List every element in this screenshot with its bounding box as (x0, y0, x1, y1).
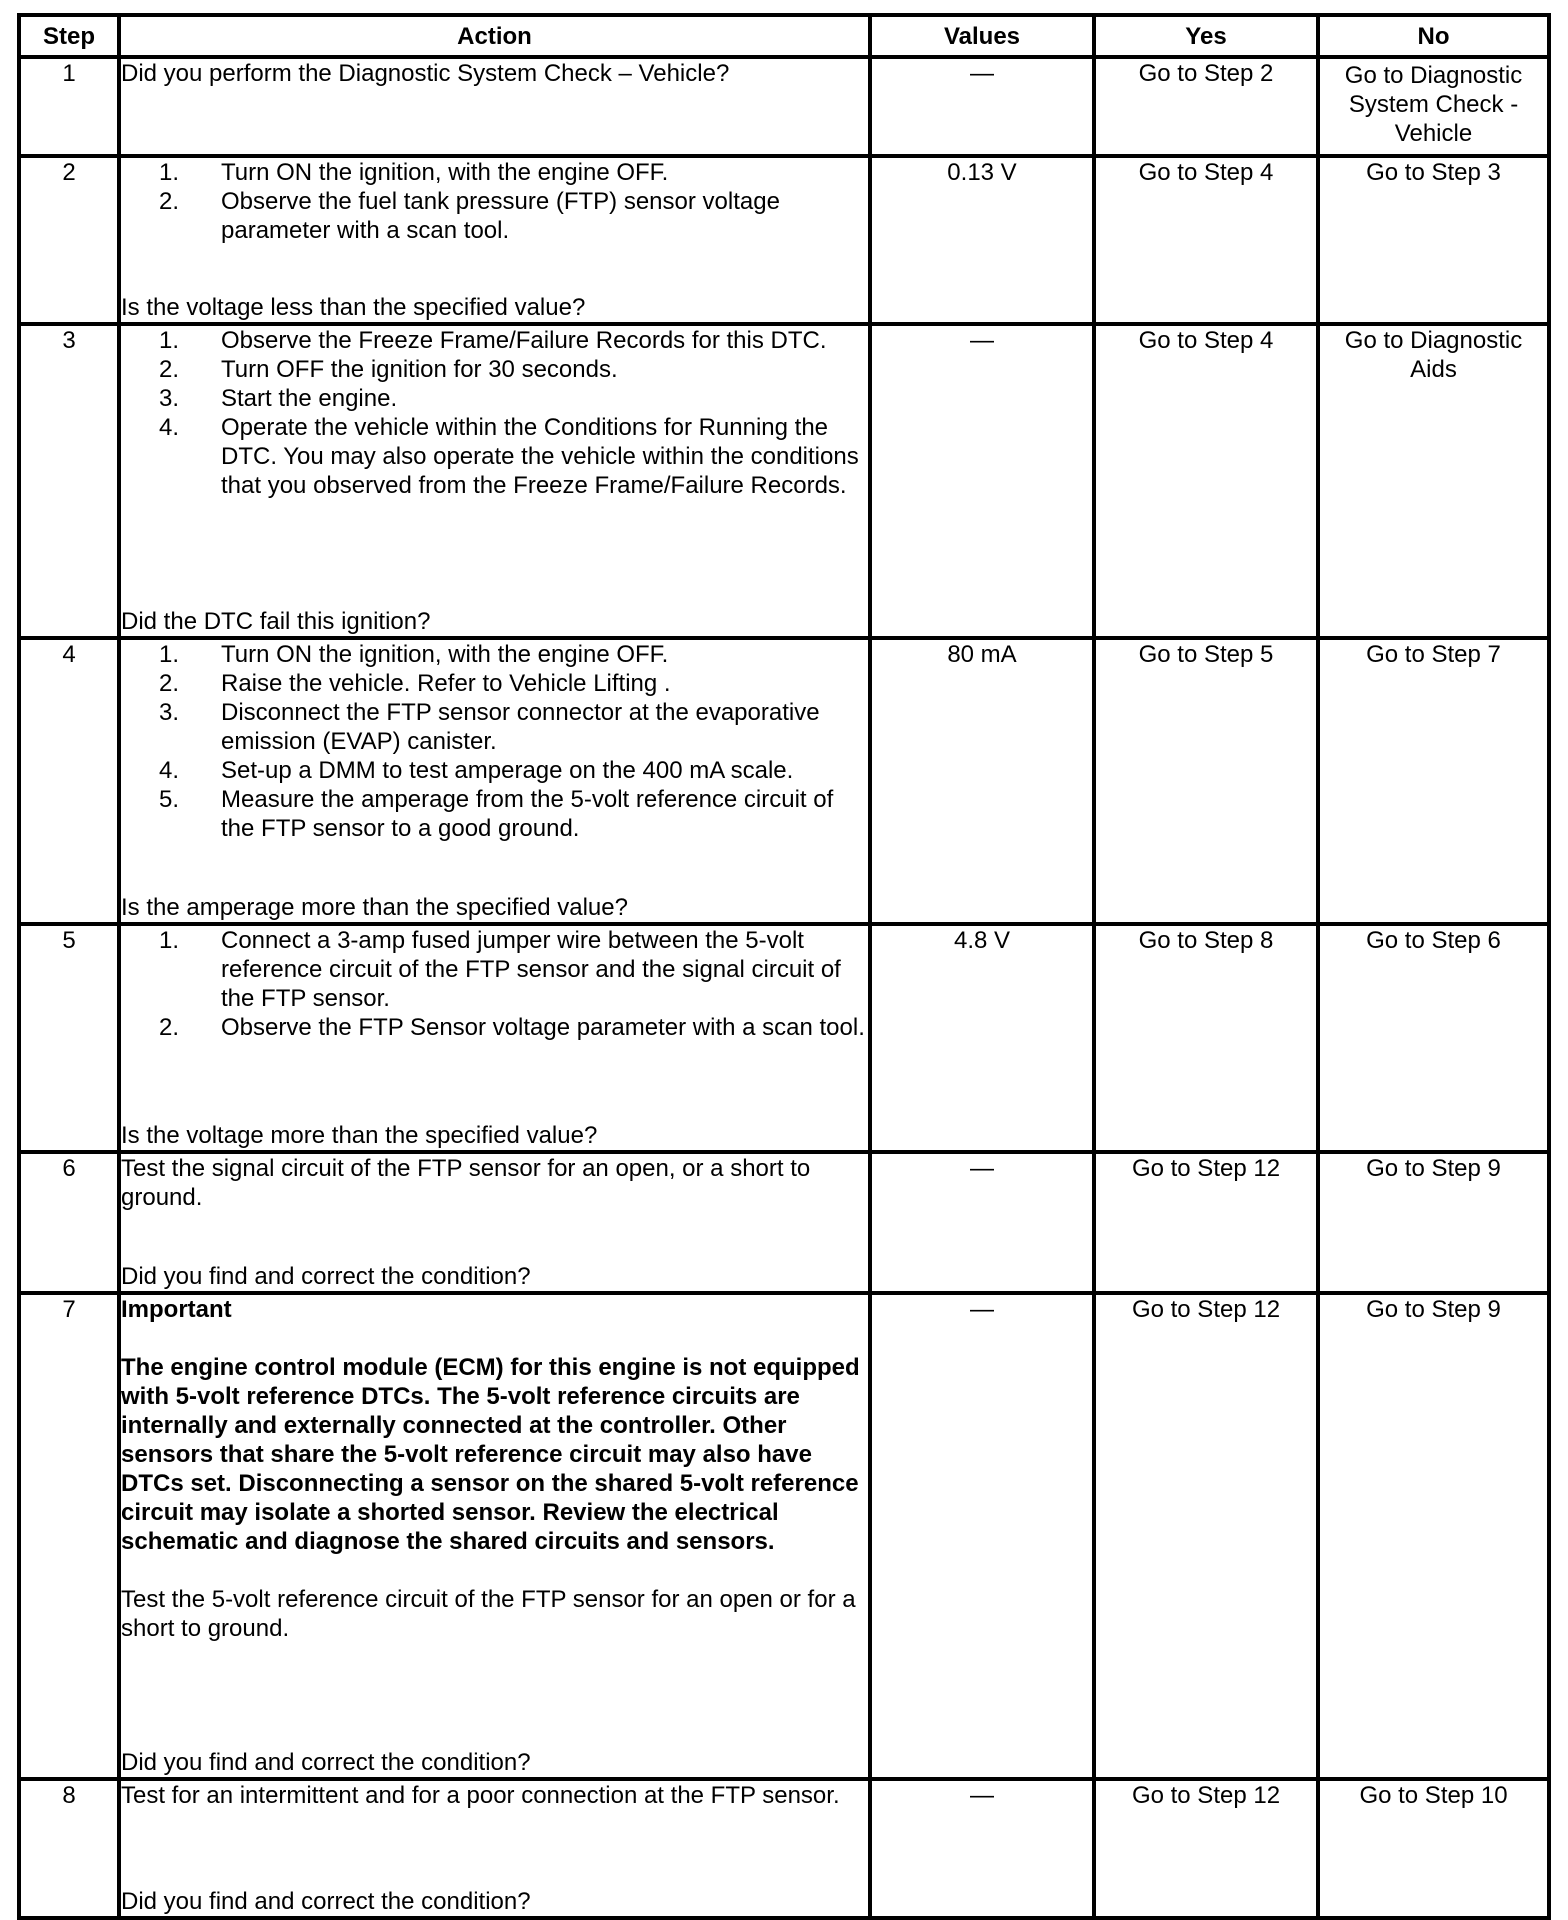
action-step-item: 2. Turn OFF the ignition for 30 seconds. (158, 356, 618, 383)
step-number: 8 (19, 1779, 119, 1918)
table-row (19, 1152, 1549, 1293)
action-question: Did the DTC fail this ignition? (121, 608, 431, 635)
table-row (19, 924, 1549, 1152)
no-cell: Go to Step 3 (1318, 156, 1549, 324)
no-cell: Go to Step 9 (1318, 1152, 1549, 1293)
action-step-item: 4. Set-up a DMM to test amperage on the 400 mA scale. (158, 757, 794, 784)
action-question: Did you find and correct the condition? (121, 1888, 531, 1915)
action-step-item: 2. Observe the fuel tank pressure (FTP) sensor voltage parameter with a scan tool. (158, 188, 780, 244)
yes-cell: Go to Step 4 (1094, 324, 1318, 638)
yes-cell: Go to Step 8 (1094, 924, 1318, 1152)
action-text: Test the signal circuit of the FTP sensor for an open, or a short to ground. (121, 1155, 811, 1211)
action-step-item: 3. Start the engine. (158, 385, 398, 412)
table-header-row (19, 15, 1549, 57)
step-number: 7 (19, 1293, 119, 1779)
action-question: Did you find and correct the condition? (121, 1749, 531, 1776)
important-text: The engine control module (ECM) for this engine is not equipped with 5-volt reference DTCs. The 5-volt reference circuits are internally and externally connected at the controller. Other sensors that share the 5-volt reference circuit may also have DTCs set. Disconnecting a sensor on the shared 5-volt reference circuit may isolate a shorted sensor. Review the electrical schematic and diagnose the shared circuits and sensors. (121, 1354, 860, 1555)
no-cell: Go to Step 10 (1318, 1779, 1549, 1918)
action-step-item: 5. Measure the amperage from the 5-volt reference circuit of the FTP sensor to a good ground. (158, 786, 834, 842)
important-title: Important (121, 1296, 232, 1323)
action-cell (119, 1779, 870, 1918)
value-cell: — (870, 1293, 1094, 1779)
action-step-item: 1. Turn ON the ignition, with the engine OFF. (158, 159, 669, 186)
value-cell: — (870, 1152, 1094, 1293)
action-cell (119, 1293, 870, 1779)
step-number: 2 (19, 156, 119, 324)
no-cell: Go to Step 9 (1318, 1293, 1549, 1779)
action-cell (119, 57, 870, 156)
action-step-item: 1. Connect a 3-amp fused jumper wire between the 5-volt reference circuit of the FTP sensor and the signal circuit of the FTP sensor. (158, 927, 841, 1012)
yes-cell: Go to Step 4 (1094, 156, 1318, 324)
no-cell (1318, 324, 1549, 638)
step-number: 6 (19, 1152, 119, 1293)
value-cell: — (870, 324, 1094, 638)
no-text: Go to Diagnostic Aids (1344, 327, 1523, 383)
action-step-item: 2. Raise the vehicle. Refer to Vehicle Lifting . (158, 670, 671, 697)
step-number: 4 (19, 638, 119, 924)
action-step-item: 2. Observe the FTP Sensor voltage parameter with a scan tool. (158, 1014, 865, 1041)
step-number: 5 (19, 924, 119, 1152)
yes-cell: Go to Step 5 (1094, 638, 1318, 924)
no-cell (1318, 57, 1549, 156)
action-text: Test the 5-volt reference circuit of the FTP sensor for an open or for a short to ground. (121, 1586, 856, 1642)
table-row (19, 324, 1549, 638)
no-cell: Go to Step 6 (1318, 924, 1549, 1152)
step-number: 3 (19, 324, 119, 638)
action-step-item: 3. Disconnect the FTP sensor connector at the evaporative emission (EVAP) canister. (158, 699, 820, 755)
action-cell (119, 156, 870, 324)
action-question: Is the amperage more than the specified value? (121, 894, 628, 921)
action-cell (119, 638, 870, 924)
table-row (19, 156, 1549, 324)
yes-cell: Go to Step 12 (1094, 1779, 1318, 1918)
header-step: Step (19, 15, 119, 57)
yes-cell: Go to Step 2 (1094, 57, 1318, 156)
header-values: Values (870, 15, 1094, 57)
header-yes: Yes (1094, 15, 1318, 57)
value-cell: 4.8 V (870, 924, 1094, 1152)
table-row (19, 1293, 1549, 1779)
value-cell: 80 mA (870, 638, 1094, 924)
action-question: Is the voltage less than the specified value? (121, 294, 586, 321)
action-steps (121, 926, 868, 1042)
step-number: 1 (19, 57, 119, 156)
no-cell: Go to Step 7 (1318, 638, 1549, 924)
action-text: Test for an intermittent and for a poor connection at the FTP sensor. (121, 1782, 840, 1809)
diagnostic-table (17, 13, 1551, 1920)
table-row (19, 638, 1549, 924)
action-cell (119, 324, 870, 638)
no-text: Go to Diagnostic System Check - Vehicle (1344, 62, 1523, 147)
value-cell: 0.13 V (870, 156, 1094, 324)
value-cell: — (870, 57, 1094, 156)
value-cell: — (870, 1779, 1094, 1918)
action-question: Did you find and correct the condition? (121, 1263, 531, 1290)
header-action: Action (119, 15, 870, 57)
action-steps (121, 326, 868, 500)
header-no: No (1318, 15, 1549, 57)
action-step-item: 1. Turn ON the ignition, with the engine OFF. (158, 641, 669, 668)
action-cell (119, 924, 870, 1152)
action-steps (121, 158, 868, 245)
table-row (19, 1779, 1549, 1918)
action-text: Did you perform the Diagnostic System Check – Vehicle? (121, 60, 730, 87)
action-question: Is the voltage more than the specified value? (121, 1122, 598, 1149)
action-step-item: 1. Observe the Freeze Frame/Failure Records for this DTC. (158, 327, 827, 354)
yes-cell: Go to Step 12 (1094, 1152, 1318, 1293)
yes-cell: Go to Step 12 (1094, 1293, 1318, 1779)
table-row (19, 57, 1549, 156)
action-cell (119, 1152, 870, 1293)
action-steps (121, 640, 868, 843)
action-step-item: 4. Operate the vehicle within the Conditions for Running the DTC. You may also operate the vehicle within the conditions that you observed from the Freeze Frame/Failure Records. (158, 414, 859, 499)
